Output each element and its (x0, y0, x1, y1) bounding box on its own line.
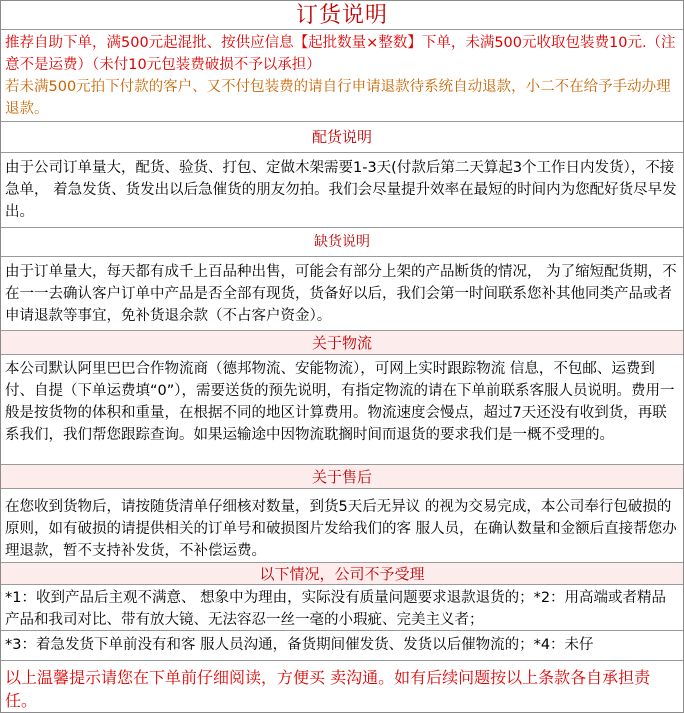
buyu-item-2: *3：着急发货下单前没有和客 服人员沟通，备货期间催发货、发货以后催物流的；*4：未仔 (1, 631, 683, 661)
wuliu-heading: 关于物流 (1, 331, 683, 355)
quehuo-text: 由于订单量大，每天都有成千上百品种出售，可能会有部分上架的产品断货的情况， 为了缩短配货期，不在一一去确认客户订单中产品是否全部有现货，货备好以后，我们会第一时间联系您补其他同类产品或者申请退款等事宜，免补货退余款（不占客户资金）。 (1, 257, 683, 331)
warm-tip-text: 以上温馨提示请您在下单前仔细阅读，方便买 卖沟通。如有后续问题按以上条款各自承担责任。 (5, 668, 651, 710)
peihuo-text: 由于公司订单量大，配货、验货、打包、定做木架需要1-3天(付款后第二天算起3个工作日内发货），不接急单， 着急发货、货发出以后急催货的朋友勿拍。我们会尽量提升效率在最短的时间内为您配好货尽早发出。 (1, 153, 683, 228)
order-section (1, 30, 683, 122)
order-rule-text: 推荐自助下单，满500元起混批、按供应信息【起批数量×整数】下单，未满500元收取包装费10元.（注意不是运费）（未付10元包装费破损不予以承担） (5, 35, 676, 73)
buyu-item-1: *1：收到产品后主观不满意、 想象中为理由，实际没有质量问题要求退款退货的；*2：用高端或者精品产品和我司对比、带有放大镜、无法容忍一丝一毫的小瑕疵、完美主义者； (1, 585, 683, 631)
peihuo-heading: 配货说明 (1, 122, 683, 153)
wuliu-text: 本公司默认阿里巴巴合作物流商（德邦物流、安能物流），可网上实时跟踪物流 信息，不包邮、运费到付、自提（下单运费填“0”），需要送货的预先说明，有指定物流的请在下单前联系客服人员说明。费用一般是按货物的体积和重量，在根据不同的地区计算费用。物流速度会慢点，超过7天还没有收到货，再联系我们，我们帮您跟踪查询。如果运输途中因物流耽搁时间而退货的要求我们是一概不受理的。 (1, 355, 683, 465)
shouhou-heading: 关于售后 (1, 465, 683, 489)
shouhou-text: 在您收到货物后，请按随货清单仔细核对数量，到货5天后无异议 的视为交易完成，本公司奉行包破损的原则，如有破损的请提供相关的订单号和破损图片发给我们的客 服人员，在确认数量和金额后直接帮您办理退款，暂不支持补发货，不补偿运费。 (1, 489, 683, 563)
buyu-heading: 以下情况，公司不予受理 (1, 563, 683, 585)
quehuo-heading: 缺货说明 (1, 228, 683, 257)
order-refund-text: 若未满500元拍下付款的客户、又不付包装费的请自行申请退款待系统自动退款，小二不在给予手动办理退款。 (5, 79, 671, 117)
page-title: 订货说明 (1, 1, 683, 30)
